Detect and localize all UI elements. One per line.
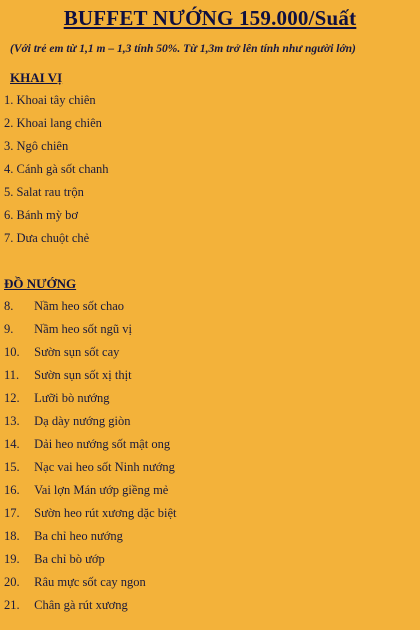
menu-item [4, 368, 132, 383]
item-label: Nầm heo sốt chao [34, 299, 125, 313]
menu-item [4, 529, 123, 544]
item-label: Cánh gà sốt chanh [16, 162, 109, 176]
item-number: 18. [4, 529, 20, 543]
section-title: KHAI VỊ [10, 70, 63, 85]
menu-item [4, 299, 124, 314]
menu-item [4, 231, 89, 246]
item-label: Sườn sụn sốt cay [34, 345, 120, 359]
menu-item [4, 575, 146, 590]
item-number: 21. [4, 598, 20, 612]
menu-item [4, 185, 84, 200]
item-label: Khoai lang chiên [16, 116, 102, 130]
item-number: 14. [4, 437, 20, 451]
item-number: 12. [4, 391, 20, 405]
item-label: Salat rau trộn [16, 185, 84, 199]
item-label: Nạc vai heo sốt Ninh nướng [34, 460, 175, 474]
item-number: 1. [4, 93, 14, 107]
item-label: Sườn heo rút xương dặc biệt [34, 506, 177, 520]
menu-item [4, 483, 168, 498]
menu-item [4, 460, 175, 475]
menu-item [4, 322, 132, 337]
menu-item [4, 506, 177, 521]
menu-item [4, 552, 105, 567]
item-number: 20. [4, 575, 20, 589]
item-label: Nầm heo sốt ngũ vị [34, 322, 133, 336]
menu-item [4, 93, 96, 108]
item-label: Sườn sụn sốt xị thịt [34, 368, 132, 382]
item-label: Vai lợn Mán ướp giềng mẻ [34, 483, 169, 497]
menu-item [4, 414, 130, 429]
item-number: 2. [4, 116, 14, 130]
item-number: 10. [4, 345, 20, 359]
section-title: ĐỒ NƯỚNG [4, 276, 77, 291]
item-number: 4. [4, 162, 14, 176]
item-number: 5. [4, 185, 14, 199]
item-label: Râu mực sốt cay ngon [34, 575, 146, 589]
page-title: BUFFET NƯỚNG 159.000/Suất [63, 6, 357, 30]
item-label: Dưa chuột chẻ [16, 231, 90, 245]
item-number: 15. [4, 460, 20, 474]
item-number: 19. [4, 552, 20, 566]
item-number: 8. [4, 299, 14, 313]
item-label: Ba chỉ bò ướp [34, 552, 105, 566]
item-number: 7. [4, 231, 14, 245]
item-number: 13. [4, 414, 20, 428]
menu-item [4, 598, 128, 613]
item-label: Chân gà rút xương [34, 598, 128, 612]
menu-item [4, 139, 68, 154]
item-number: 16. [4, 483, 20, 497]
menu-item [4, 345, 119, 360]
menu-item [4, 391, 110, 406]
item-label: Khoai tây chiên [16, 93, 96, 107]
menu-item [4, 116, 102, 131]
item-label: Dải heo nướng sốt mật ong [34, 437, 171, 451]
menu-item [4, 208, 78, 223]
item-number: 9. [4, 322, 14, 336]
item-number: 6. [4, 208, 14, 222]
item-label: Lưỡi bò nướng [34, 391, 110, 405]
item-number: 11. [4, 368, 20, 382]
item-label: Dạ dày nướng giòn [34, 414, 131, 428]
menu-item [4, 437, 170, 452]
item-label: Bánh mỳ bơ [16, 208, 78, 222]
item-label: Ba chỉ heo nướng [34, 529, 123, 543]
item-number: 3. [4, 139, 14, 153]
menu-item [4, 162, 109, 177]
item-label: Ngô chiên [16, 139, 69, 153]
pricing-note: (Với trẻ em từ 1,1 m – 1,3 tính 50%. Từ 1,3m trở lên tính như người lớn) [10, 43, 356, 55]
item-number: 17. [4, 506, 20, 520]
